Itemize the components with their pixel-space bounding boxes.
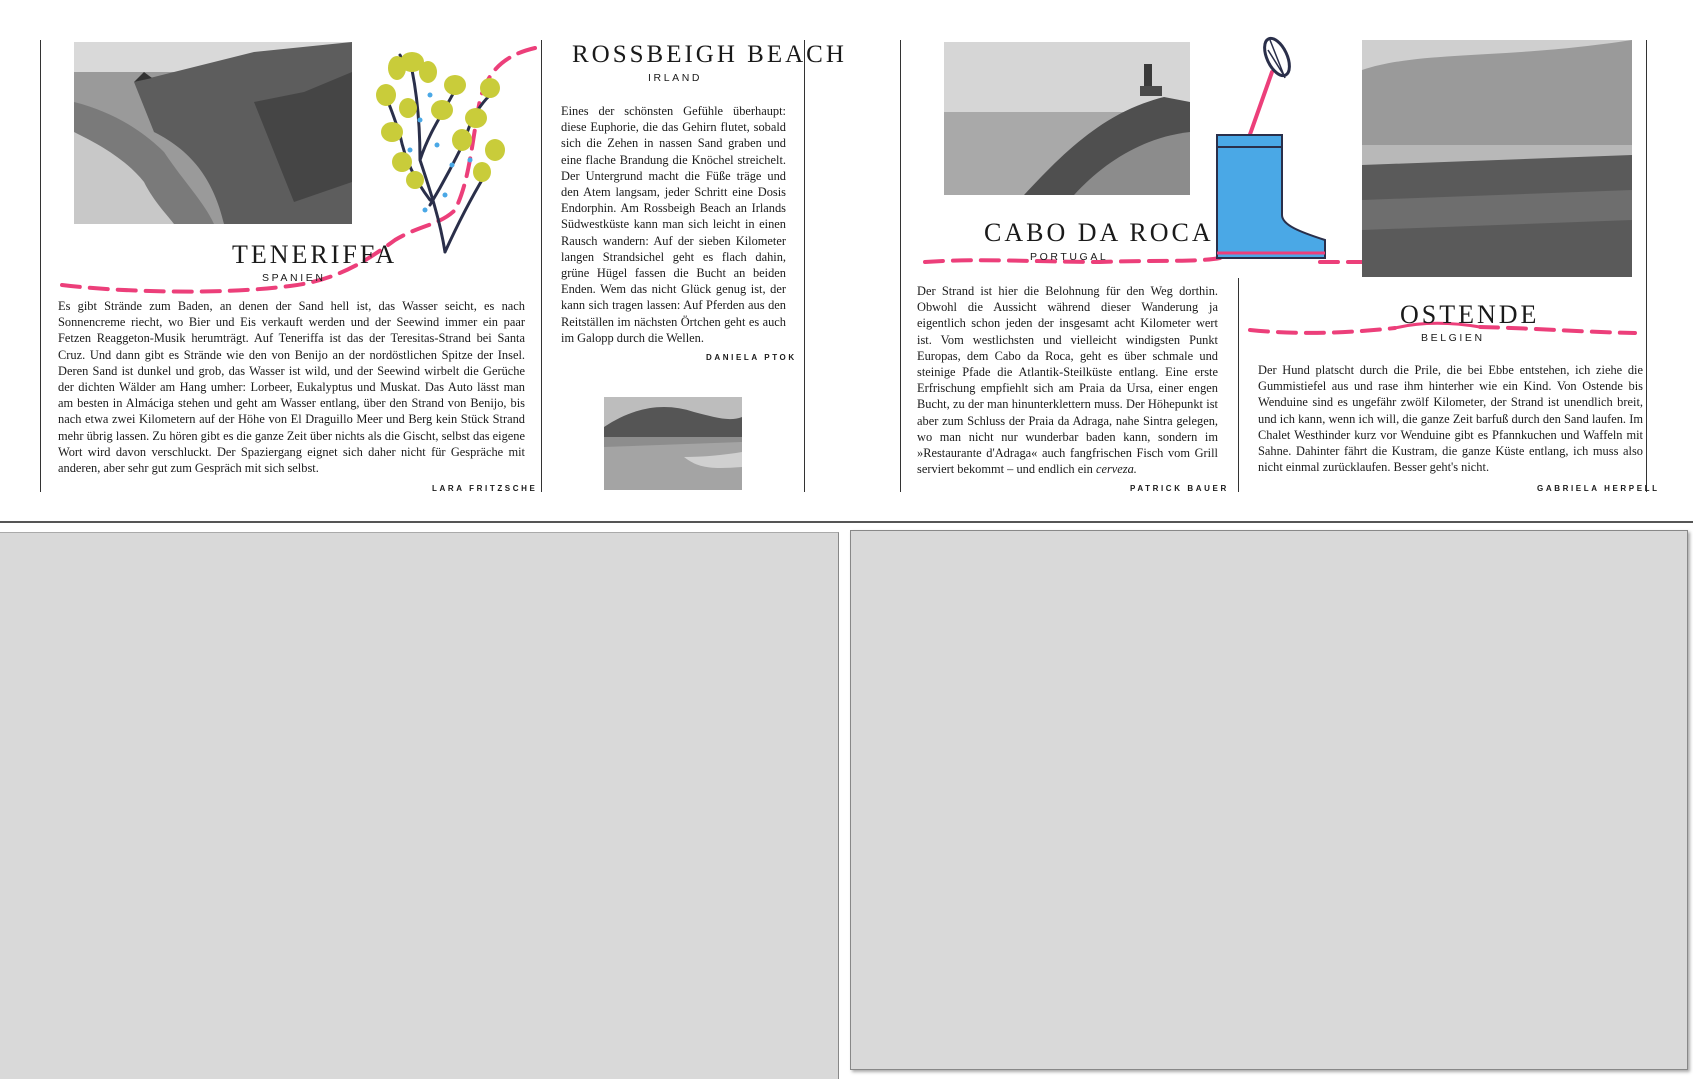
cabo-text (917, 283, 1218, 477)
blank-page-left (0, 532, 839, 1079)
pink-dashed-path-right (925, 258, 1390, 262)
column-rule (1646, 40, 1647, 492)
rossbeigh-text-paragraph: Eines der schönsten Gefühle überhaupt: diese Euphorie, die das Gehirn flutet, sobald sich die Zehen in nassen Sand graben und eine flache Brandung die Knöchel streichelt. Der Untergrund macht die Füße träge und den Atem langsam, jeder Schritt eine Dosis Endorphin. Am Rossbeigh Beach an Irlands Südwestküste kann man sich leicht in einen Rausch wandern: Auf der sieben Kilometer langen Strandsichel geht es flach dahin, grüne Hügel fassen die Bucht an beiden Enden. Wem das nicht Glück genug ist, der kann sich tragen lassen: Auf Pferden aus den Reitställen im nächsten Örtchen geht es auch im Galopp durch die Wellen. (561, 104, 786, 345)
ostende-country: BELGIEN (1421, 332, 1485, 344)
ostende-text (1258, 362, 1643, 475)
teneriffa-title: TENERIFFA (232, 240, 398, 269)
column-rule (1238, 278, 1239, 492)
rossbeigh-beach-photo (604, 397, 742, 490)
blank-page-right (850, 530, 1688, 1070)
cabo-da-roca-photo (944, 42, 1190, 195)
teneriffa-coast-photo (74, 42, 352, 224)
column-rule (900, 40, 901, 492)
spread-divider (0, 521, 1693, 523)
column-rule (541, 40, 542, 492)
column-rule (804, 40, 805, 492)
ostende-title: OSTENDE (1400, 300, 1540, 329)
teneriffa-country: SPANIEN (262, 272, 326, 284)
branch-plant-illustration (376, 52, 505, 252)
column-rule (40, 40, 41, 492)
cabo-author: PATRICK BAUER (1130, 484, 1229, 493)
teneriffa-text (58, 298, 525, 476)
rossbeigh-title: ROSSBEIGH BEACH (572, 41, 847, 68)
rossbeigh-author: DANIELA PTOK (706, 353, 797, 362)
cabo-country: PORTUGAL (1030, 251, 1109, 263)
cabo-title: CABO DA ROCA (984, 218, 1214, 247)
cabo-text-italic: cerveza. (1095, 462, 1137, 477)
teneriffa-text-paragraph: Es gibt Strände zum Baden, an denen der Sand hell ist, das Wasser seicht, es nach Sonnencreme riecht, wo Bier und Eis verkauft werden und der Seewind immer ein paar Fetzen Reaggeton-Musik herumträgt. Auf Teneriffa ist das der Teresitas-Strand bei Santa Cruz. Und dann gibt es Strände wie den von Benijo an der nordöstlichen Spitze der Insel. Deren Sand ist dunkel und grob, das Wasser ist wild, und der Seewind wirbelt die Gerüche der dichten Wälder am Hang umher: Lorbeer, Eukalyptus und Muskat. Das Auto lässt man am besten in Almáciga stehen und geht am Wasser entlang, über den Strand von Benijo, bis nach etwa zwei Kilometern auf der Höhe von El Draguillo Meer und Berg kein Stück Strand mehr übrig lassen. Zu hören gibt es die ganze Zeit über nichts als die Gischt, selbst das eigene Wort wird davon verschluckt. Der Spaziergang eignet sich daher nicht für Gespräche mit anderen, aber sehr gut zum Gespräch mit sich selbst. (58, 299, 525, 476)
cabo-text-body: Der Strand ist hier die Belohnung für den Weg dorthin. Obwohl die Aussicht während dieser Wanderung ja eigentlich schon jeden der insgesamt acht Kilometer wert ist. Vom westlichsten und vielleicht windigsten Punkt Europas, dem Cabo da Roca, geht es über schmale und steinige Pfade die Atlantik-Steilküste entlang. Eine erste Erfrischung empfiehlt sich am Praia da Ursa, einer engen Bucht, zu der man hinunterklettern muss. Der Höhepunkt ist aber zum Schluss der Praia da Adraga, nahe Sintra gelegen, wo man nicht nur wunderbar baden kann, sondern im »Restaurante d'Adraga« auch fangfrischen Fisch vom Grill serviert bekommt – und endlich ein (917, 284, 1218, 477)
rossbeigh-country: IRLAND (648, 72, 703, 84)
ostende-author: GABRIELA HERPELL (1537, 484, 1660, 493)
ostende-beach-photo (1362, 40, 1632, 277)
rain-boot-illustration (1217, 35, 1325, 258)
rossbeigh-text (561, 103, 786, 346)
cabo-text-paragraph (917, 283, 1218, 477)
teneriffa-author: LARA FRITZSCHE (432, 484, 538, 493)
ostende-text-paragraph: Der Hund platscht durch die Prile, die bei Ebbe entstehen, ich ziehe die Gummistiefel aus und rase ihm hinterher wie ein Kind. Von Ostende bis Wenduine sind es ungefähr zwölf Kilometer, der Strand ist unendlich breit, und ich kann, wenn ich will, die ganze Zeit barfuß durch den Sand laufen. Im Chalet Westhinder kurz vor Wenduine gibt es Pfannkuchen und Waffeln mit Sahne. Dahinter fährt die Kustram, die ganze Küste entlang, ich muss also nicht einmal zurücklaufen. Besser geht's nicht. (1258, 363, 1643, 475)
